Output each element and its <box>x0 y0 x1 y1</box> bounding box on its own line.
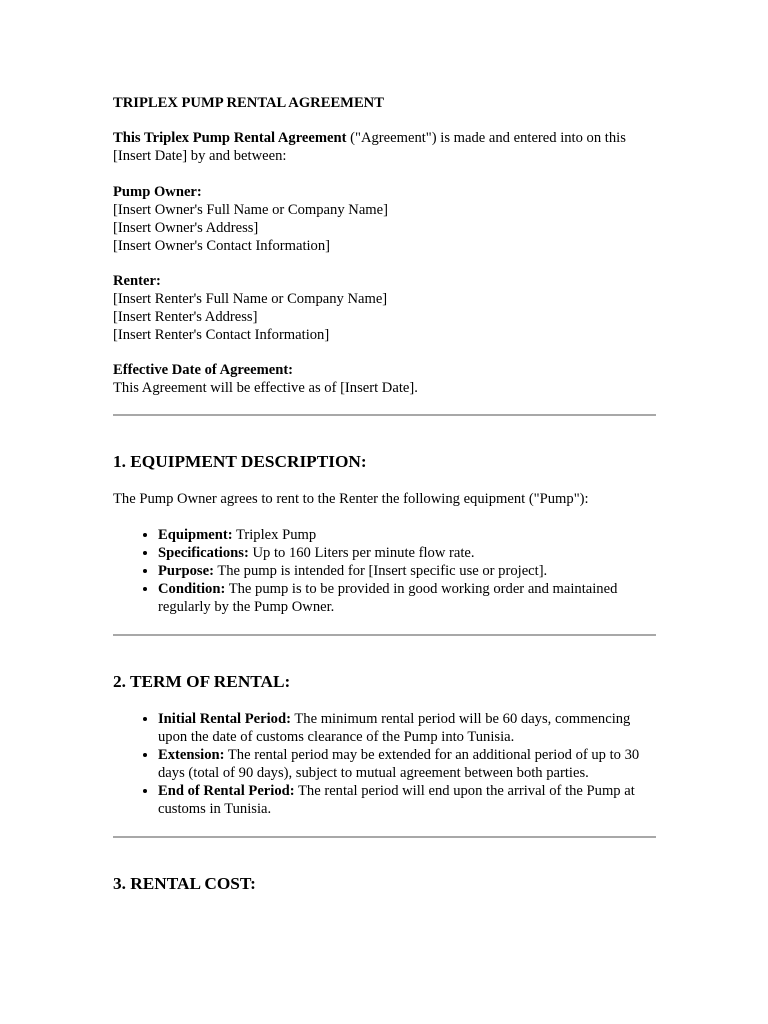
divider <box>113 634 656 636</box>
list-item <box>158 710 656 746</box>
item-text: The pump is to be provided in good working order and maintained regularly by the Pump Owner. <box>158 581 618 615</box>
effective-date-text: This Agreement will be effective as of [Insert Date]. <box>113 380 418 396</box>
list-item <box>158 562 656 580</box>
item-label: Equipment: <box>158 527 233 543</box>
item-label: End of Rental Period: <box>158 783 295 799</box>
document-title: TRIPLEX PUMP RENTAL AGREEMENT <box>113 95 384 111</box>
item-label: Initial Rental Period: <box>158 711 291 727</box>
owner-contact: [Insert Owner's Contact Information] <box>113 238 331 254</box>
renter-address: [Insert Renter's Address] <box>113 309 258 325</box>
intro-text: ("Agreement") is made and entered into on this [Insert Date] by and between: <box>113 130 626 164</box>
item-label: Condition: <box>158 581 226 597</box>
item-text: The rental period may be extended for an additional period of up to 30 days (total of 90 days), subject to mutual agreement between both parties. <box>158 747 640 781</box>
equipment-list <box>113 526 656 616</box>
item-text: The minimum rental period will be 60 days, commencing upon the date of customs clearance of the Pump into Tunisia. <box>158 711 631 745</box>
item-label: Extension: <box>158 747 225 763</box>
intro-paragraph <box>113 129 656 165</box>
term-list <box>113 710 656 818</box>
list-item <box>158 746 656 782</box>
item-text: Up to 160 Liters per minute flow rate. <box>248 545 475 561</box>
list-item <box>158 544 656 562</box>
item-text: The pump is intended for [Insert specific use or project]. <box>213 563 548 579</box>
effective-date-block <box>113 361 656 397</box>
owner-label: Pump Owner: <box>113 184 202 200</box>
renter-contact: [Insert Renter's Contact Information] <box>113 327 330 343</box>
section-heading-term: 2. TERM OF RENTAL: <box>113 672 291 691</box>
owner-name: [Insert Owner's Full Name or Company Name] <box>113 202 388 218</box>
intro-bold: This Triplex Pump Rental Agreement <box>113 130 347 146</box>
item-text: The rental period will end upon the arrival of the Pump at customs in Tunisia. <box>158 783 635 817</box>
section-heading-rental-cost: 3. RENTAL COST: <box>113 874 256 893</box>
owner-address: [Insert Owner's Address] <box>113 220 259 236</box>
list-item <box>158 580 656 616</box>
section-intro-equipment: The Pump Owner agrees to rent to the Renter the following equipment ("Pump"): <box>113 491 589 507</box>
list-item <box>158 782 656 818</box>
owner-block <box>113 183 656 255</box>
divider <box>113 414 656 416</box>
renter-label: Renter: <box>113 273 161 289</box>
list-item <box>158 526 656 544</box>
item-label: Specifications: <box>158 545 249 561</box>
renter-name: [Insert Renter's Full Name or Company Name] <box>113 291 388 307</box>
renter-block <box>113 272 656 344</box>
divider <box>113 836 656 838</box>
document-body <box>113 94 656 894</box>
item-text: Triplex Pump <box>232 527 317 543</box>
effective-date-label: Effective Date of Agreement: <box>113 362 294 378</box>
section-heading-equipment: 1. EQUIPMENT DESCRIPTION: <box>113 452 367 471</box>
item-label: Purpose: <box>158 563 214 579</box>
